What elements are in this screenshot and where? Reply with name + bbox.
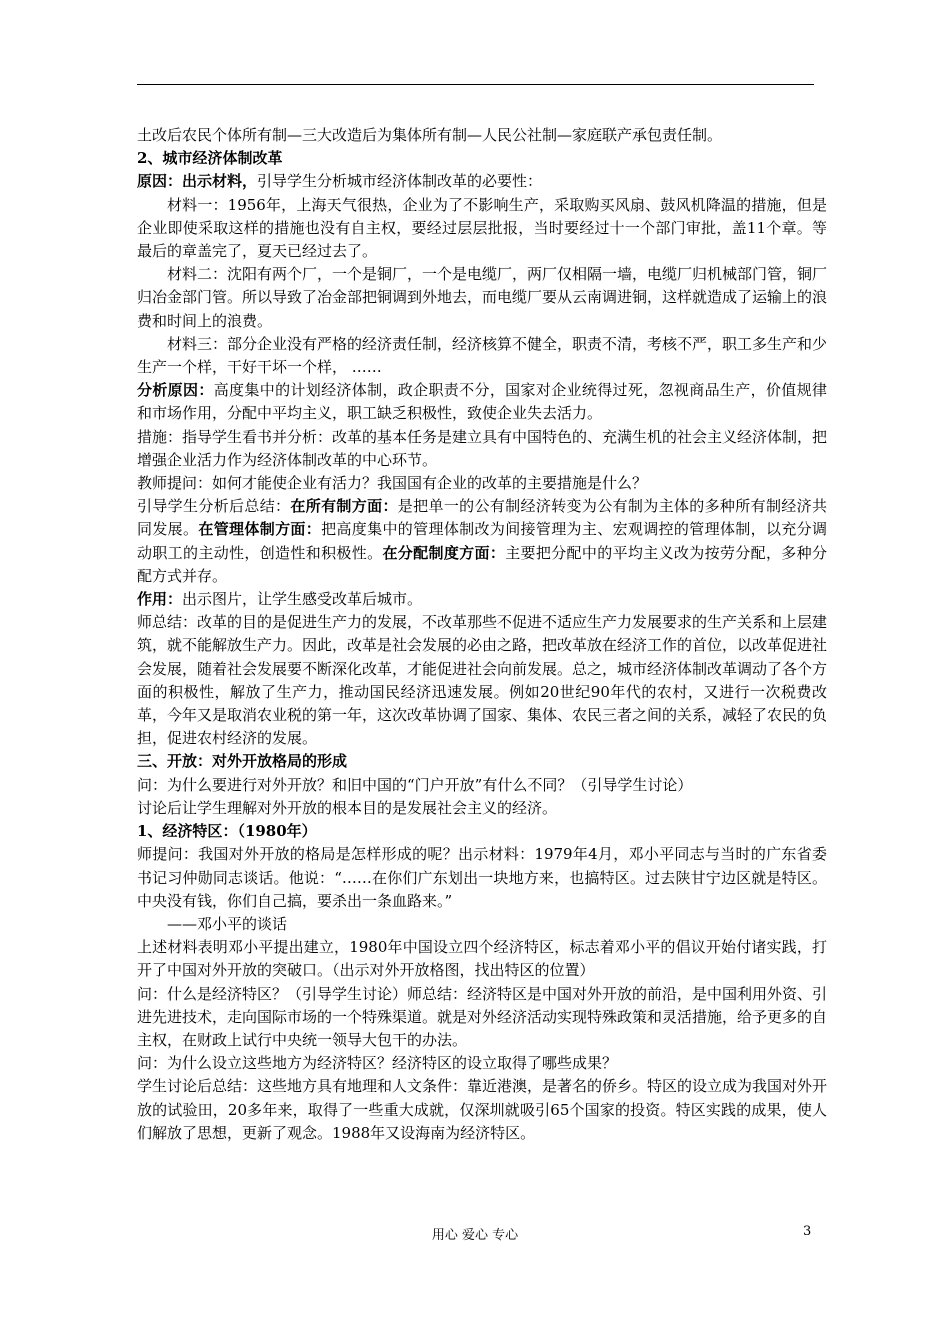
label-analysis: 分析原因：	[137, 381, 214, 400]
text-distribution: 主要把分配中的平均主义改为按劳分配，多种分配方式并存。	[137, 543, 827, 585]
heading-text: 三、开放：对外开放格局的形成	[137, 752, 348, 771]
text-cause: 引导学生分析城市经济体制改革的必要性：	[257, 172, 543, 191]
heading-text: 2、城市经济体制改革	[137, 149, 283, 168]
text-ownership: 是把单一的公有制经济转变为公有制为主体的多种所有制经济共同发展。	[137, 497, 827, 539]
text-management: 把高度集中的管理体制改为间接管理为主、宏观调控的管理体制，以充分调动职工的主动性，创造性和积极性。	[137, 520, 827, 562]
heading-urban-reform	[137, 147, 827, 170]
document-body	[137, 124, 827, 1145]
text-effect: 出示图片，让学生感受改革后城市。	[182, 590, 423, 609]
paragraph-cause-intro	[137, 170, 827, 193]
paragraph-teacher-question: 教师提问：如何才能使企业有活力？我国国有企业的改革的主要措施是什么？	[137, 474, 648, 493]
paragraph-zone-results: 学生讨论后总结：这些地方具有地理和人文条件：靠近港澳，是著名的侨乡。特区的设立成为我国对外开放的试验田，20多年来，取得了一些重大成就，仅深圳就吸引65个国家的投资。特区实践的成果，使人们解放了思想，更新了观念。1988年又设海南为经济特区。	[137, 1077, 828, 1142]
paragraph-summary	[137, 495, 827, 588]
label-cause: 原因：出示材料，	[137, 172, 258, 191]
heading-special-zones	[137, 820, 827, 843]
paragraph-effect	[137, 588, 827, 611]
text-summary-lead: 引导学生分析后总结：	[137, 497, 291, 516]
label-effect: 作用：	[137, 590, 183, 609]
material-three: 材料三：部分企业没有严格的经济责任制，经济核算不健全，职责不清，考核不严，职工多生产和少生产一个样，干好干坏一个样， ……	[137, 334, 828, 377]
footer-motto: 用心 爱心 专心	[431, 1228, 519, 1243]
paragraph-land-reform: 土改后农民个体所有制—三大改造后为集体所有制—人民公社制—家庭联产承包责任制。	[137, 126, 723, 144]
material-two: 材料二：沈阳有两个厂，一个是铜厂，一个是电缆厂，两厂仅相隔一墙，电缆厂归机械部门管，铜厂归冶金部门管。所以导致了冶金部把铜调到外地去，而电缆厂要从云南调进铜，这样就造成了运输上的浪费和时间上的浪费。	[137, 265, 828, 330]
paragraph-measures: 措施：指导学生看书并分析：改革的基本任务是建立具有中国特色的、充满生机的社会主义经济体制，把增强企业活力作为经济体制改革的中心环节。	[137, 427, 828, 469]
paragraph-discussion: 讨论后让学生理解对外开放的根本目的是发展社会主义的经济。	[137, 798, 558, 817]
header-rule	[137, 84, 814, 85]
label-ownership: 在所有制方面：	[290, 497, 398, 516]
quote-attribution: ——邓小平的谈话	[167, 914, 288, 933]
page-number: 3	[803, 1224, 812, 1239]
paragraph-why-zones: 问：为什么设立这些地方为经济特区？经济特区的设立取得了哪些成果？	[137, 1054, 618, 1073]
paragraph-zones-established: 上述材料表明邓小平提出建立，1980年中国设立四个经济特区，标志着邓小平的倡议开始付诸实践，打开了中国对外开放的突破口。（出示对外开放格图，找出特区的位置）	[137, 938, 827, 980]
paragraph-teacher-summary: 师总结：改革的目的是促进生产力的发展，不改革那些不促进不适应生产力发展要求的生产关系和上层建筑，就不能解放生产力。因此，改革是社会发展的必由之路，把改革放在经济工作的首位，以改革促进社会发展，随着社会发展要不断深化改革，才能促进社会向前发展。总之，城市经济体制改革调动了各个方面的积极性，解放了生产力，推动国民经济迅速发展。例如20世纪90年代的农村，又进行一次税费改革，今年又是取消农业税的第一年，这次改革协调了国家、集体、农民三者之间的关系，减轻了农民的负担，促进农村经济的发展。	[137, 613, 828, 748]
text-analysis: 高度集中的计划经济体制，政企职责不分，国家对企业统得过死，忽视商品生产，价值规律和市场作用，分配中平均主义，职工缺乏积极性，致使企业失去活力。	[137, 381, 827, 423]
heading-opening	[137, 750, 827, 773]
paragraph-deng-quote: 师提问：我国对外开放的格局是怎样形成的呢？出示材料：1979年4月，邓小平同志与当时的广东省委书记习仲勋同志谈话。他说：“……在你们广东划出一块地方来，也搞特区。过去陕甘宁边区就是特区。中央没有钱，你们自己搞，要杀出一条血路来。”	[137, 845, 827, 910]
paragraph-what-is-zone: 问：什么是经济特区？（引导学生讨论）师总结：经济特区是中国对外开放的前沿，是中国利用外资、引进先进技术，走向国际市场的一个特殊渠道。就是对外经济活动实现特殊政策和灵活措施，给予更多的自主权，在财政上试行中央统一领导大包干的办法。	[137, 984, 828, 1049]
heading-text: 1、经济特区：（1980年）	[137, 822, 317, 841]
paragraph-analysis	[137, 379, 827, 425]
label-distribution: 在分配制度方面：	[382, 543, 506, 562]
material-one: 材料一：1956年，上海天气很热，企业为了不影响生产，采取购买风扇、鼓风机降温的措施，但是企业即使采取这样的措施也没有自主权，要经过层层批报，当时要经过十一个部门审批，盖11个章。等最后的章盖完了，夏天已经过去了。	[137, 195, 827, 261]
label-management: 在管理体制方面：	[198, 520, 322, 539]
paragraph-question-opening: 问：为什么要进行对外开放？和旧中国的“门户开放”有什么不同？（引导学生讨论）	[137, 775, 693, 794]
